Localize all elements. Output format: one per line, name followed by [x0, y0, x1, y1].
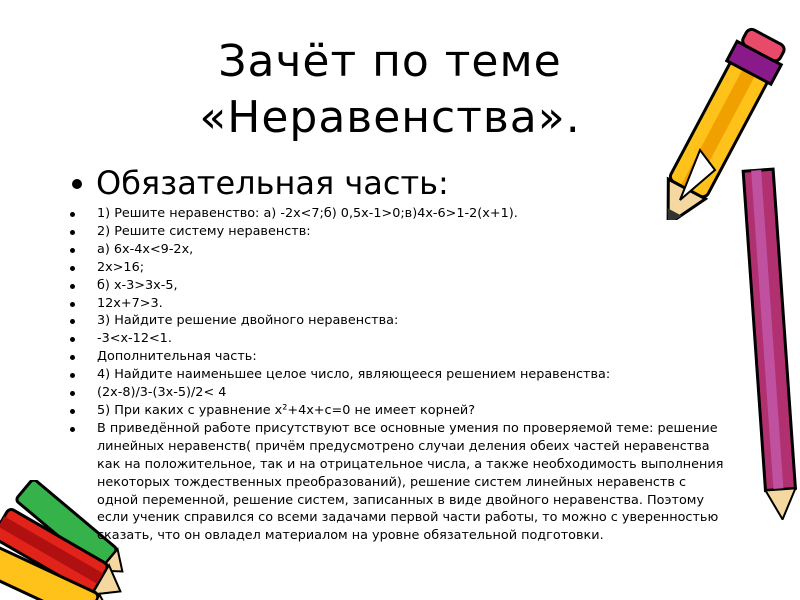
- list-item-text: 5) При каких с уравнение х²+4х+с=0 не имеет корней?: [97, 402, 476, 418]
- bullet-icon: [72, 179, 82, 189]
- list-item-text: 1) Решите неравенство: а) -2x<7;б) 0,5х-1>0;в)4х-6>1-2(х+1).: [97, 206, 518, 221]
- bullet-icon: [70, 373, 75, 378]
- bullet-icon: [70, 427, 75, 432]
- list-item-text: б) х-3>3х-5,: [97, 277, 178, 293]
- list-item: [70, 205, 730, 223]
- list-item: [70, 241, 730, 259]
- bullet-icon: [70, 284, 75, 289]
- list-item-text: 2) Решите систему неравенств:: [97, 223, 311, 239]
- list-item: [70, 348, 730, 366]
- bullet-icon: [70, 248, 75, 253]
- bullet-icon: [70, 355, 75, 360]
- title-line-2: «Неравенства».: [199, 92, 581, 143]
- pencil-dark-icon: [735, 160, 800, 520]
- list-item-text: (2х-8)/3-(3х-5)/2< 4: [97, 385, 227, 401]
- bullet-icon: [70, 319, 75, 324]
- list-item: [70, 366, 730, 384]
- task-list: [70, 205, 730, 545]
- bullet-icon: [70, 337, 75, 342]
- bullet-icon: [70, 391, 75, 396]
- list-item-text: Дополнительная часть:: [97, 349, 257, 365]
- list-item: [70, 277, 730, 295]
- bullet-icon: [70, 302, 75, 307]
- section-heading: [72, 163, 449, 203]
- list-item-text: а) 6x-4x<9-2x,: [97, 241, 194, 257]
- list-item-text: В приведённой работе присутствуют все основные умения по проверяемой теме: решение линейных неравенств( причём предусмотрено случаи деления обеих частей неравенства как на положительное, так и на отрицательное числа, а также необходимость выполнения некоторых тождественных преобразований), решение систем линейных неравенств с одной переменной, решение систем, записанных в виде двойного неравенства. Поэтому если ученик справился со всеми задачами первой части работы, то можно с уверенностью сказать, что он овладел материалом на уровне обязательной подготовки.: [97, 420, 724, 544]
- list-item: [70, 330, 730, 348]
- list-item: [70, 420, 730, 545]
- bullet-icon: [70, 409, 75, 414]
- bullet-icon: [70, 230, 75, 235]
- list-item: [70, 312, 730, 330]
- list-item: [70, 223, 730, 241]
- list-item-text: 4) Найдите наименьшее целое число, являющееся решением неравенства:: [97, 367, 611, 383]
- bullet-icon: [70, 266, 75, 271]
- list-item: [70, 295, 730, 313]
- section-heading-text: Обязательная часть:: [96, 164, 449, 202]
- list-item-text: 12х+7>3.: [97, 295, 163, 311]
- bullet-icon: [70, 212, 75, 217]
- title-line-1: Зачёт по теме: [218, 36, 562, 87]
- slide-title: [120, 34, 660, 146]
- list-item-text: 3) Найдите решение двойного неравенства:: [97, 313, 399, 329]
- list-item: [70, 384, 730, 402]
- list-item-text: 2x>16;: [97, 259, 145, 275]
- list-item: [70, 259, 730, 277]
- list-item-text: -3<х-12<1.: [97, 331, 172, 347]
- list-item: [70, 402, 730, 420]
